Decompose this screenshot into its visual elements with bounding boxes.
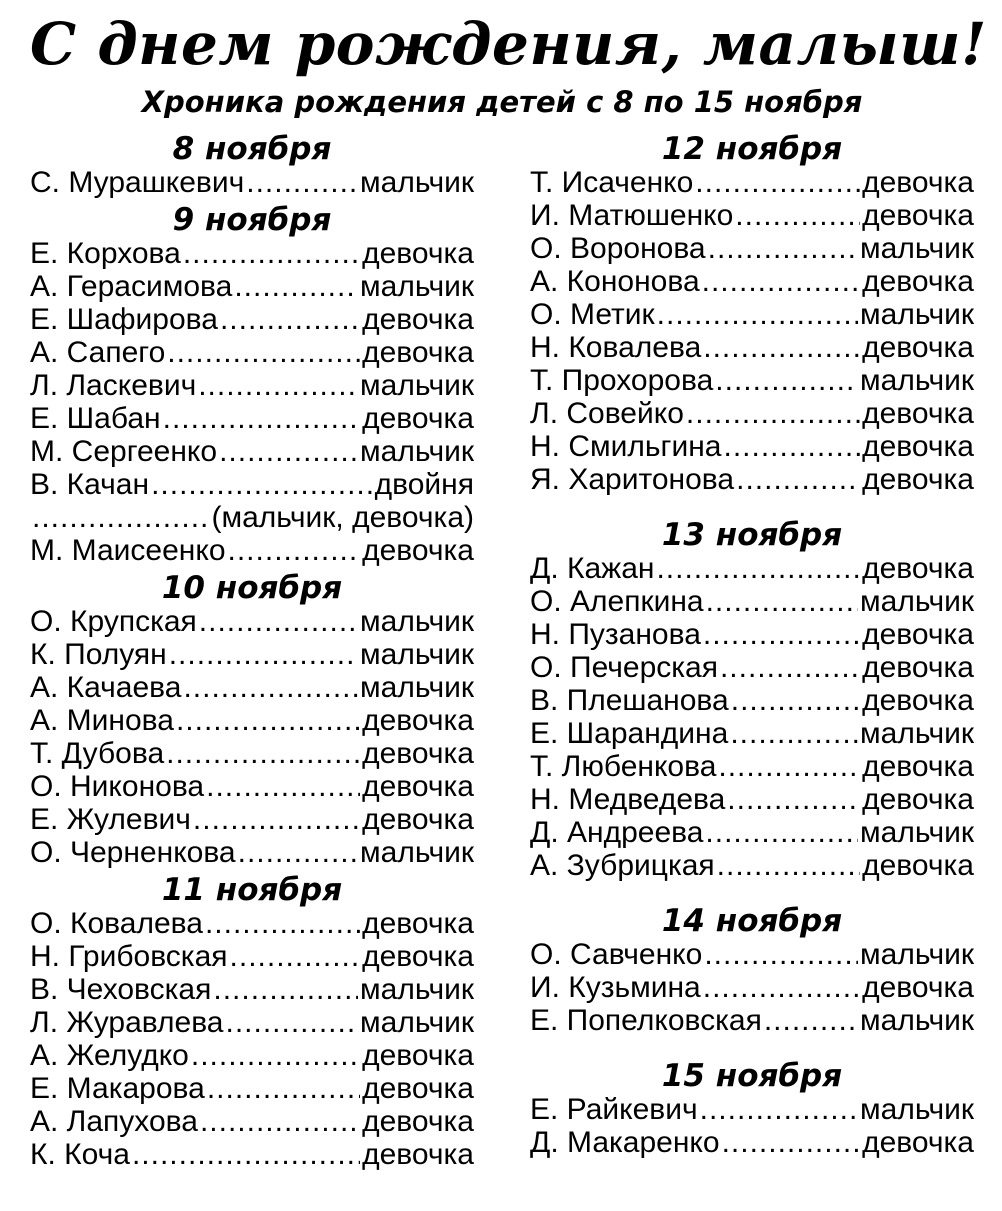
dot-leader <box>686 397 860 430</box>
child-gender: девочка <box>862 265 974 298</box>
dot-leader <box>723 430 860 463</box>
birth-entry <box>530 552 974 585</box>
dot-leader <box>199 605 358 638</box>
child-gender: девочка <box>862 552 974 585</box>
child-gender: девочка <box>362 303 474 336</box>
child-gender: (мальчик, девочка) <box>211 501 474 534</box>
dot-leader <box>193 803 360 836</box>
dot-leader <box>731 684 860 717</box>
dot-leader <box>700 1093 858 1126</box>
birth-entry <box>30 435 474 468</box>
birth-entry <box>30 303 474 336</box>
section-gap <box>530 1037 974 1057</box>
dot-leader <box>735 199 860 232</box>
child-surname: Е. Макарова <box>30 1072 205 1105</box>
dot-leader <box>722 1126 861 1159</box>
child-surname: Е. Райкевич <box>530 1093 698 1126</box>
child-gender: девочка <box>862 750 974 783</box>
child-gender: девочка <box>362 534 474 567</box>
child-surname: Н. Медведева <box>530 783 726 816</box>
dot-leader <box>200 1105 360 1138</box>
child-gender: девочка <box>362 907 474 940</box>
dot-leader <box>708 232 858 265</box>
child-gender: девочка <box>362 803 474 836</box>
birth-list <box>30 166 474 199</box>
birth-entry <box>30 166 474 199</box>
birth-entry <box>530 463 974 496</box>
birth-list <box>30 605 474 869</box>
child-gender: девочка <box>862 684 974 717</box>
child-surname: Т. Любенкова <box>530 750 717 783</box>
dot-leader <box>183 237 360 270</box>
child-gender: мальчик <box>860 816 974 849</box>
child-surname: В. Чеховская <box>30 973 212 1006</box>
child-surname: Я. Харитонова <box>530 463 735 496</box>
day-section <box>30 569 474 869</box>
dot-leader <box>167 336 360 369</box>
birth-list <box>30 237 474 567</box>
left-column <box>30 130 474 1171</box>
child-surname: О. Крупская <box>30 605 197 638</box>
section-gap <box>530 496 974 516</box>
dot-leader <box>206 770 360 803</box>
child-gender: мальчик <box>860 585 974 618</box>
day-heading: 15 ноября <box>661 1058 843 1094</box>
child-gender: девочка <box>362 402 474 435</box>
birth-entry <box>30 1105 474 1138</box>
birth-list <box>30 907 474 1171</box>
child-gender: девочка <box>862 166 974 199</box>
dot-leader <box>220 303 360 336</box>
child-gender: девочка <box>862 849 974 882</box>
dot-leader <box>207 1072 360 1105</box>
birth-entry <box>30 940 474 973</box>
child-gender: мальчик <box>860 1004 974 1037</box>
birth-entry <box>530 397 974 430</box>
child-gender: мальчик <box>360 638 474 671</box>
day-section <box>530 1057 974 1159</box>
dot-leader <box>736 463 860 496</box>
birth-entry <box>30 402 474 435</box>
child-surname: О. Никонова <box>30 770 205 803</box>
child-gender: девочка <box>862 1126 974 1159</box>
day-section <box>30 130 474 199</box>
day-heading: 13 ноября <box>661 517 843 553</box>
child-gender: мальчик <box>860 717 974 750</box>
child-surname: О. Метик <box>530 298 655 331</box>
child-gender: девочка <box>862 651 974 684</box>
dot-leader <box>717 849 860 882</box>
birth-entry <box>30 1072 474 1105</box>
birth-entry <box>530 938 974 971</box>
birth-entry <box>530 1093 974 1126</box>
birth-list <box>530 166 974 496</box>
child-surname: А. Желудко <box>30 1039 189 1072</box>
child-gender: мальчик <box>360 369 474 402</box>
child-gender: девочка <box>362 1039 474 1072</box>
child-gender: двойня <box>374 468 474 501</box>
dot-leader <box>705 816 858 849</box>
dot-leader <box>198 369 358 402</box>
child-surname: О. Черненкова <box>30 836 236 869</box>
birth-list <box>530 938 974 1037</box>
birth-entry <box>530 232 974 265</box>
birth-entry <box>30 534 474 567</box>
child-gender: мальчик <box>360 435 474 468</box>
child-gender: девочка <box>362 1105 474 1138</box>
dot-leader <box>228 534 361 567</box>
birth-entry <box>30 737 474 770</box>
child-surname: Е. Попелковская <box>530 1004 762 1037</box>
right-column <box>530 130 974 1171</box>
birth-entry <box>30 1006 474 1039</box>
day-heading: 14 ноября <box>661 903 843 939</box>
child-gender: мальчик <box>860 1093 974 1126</box>
child-surname: Е. Корхова <box>30 237 181 270</box>
birth-entry <box>530 651 974 684</box>
child-surname: К. Полуян <box>30 638 167 671</box>
child-surname: Т. Исаченко <box>530 166 694 199</box>
child-gender: девочка <box>362 704 474 737</box>
birth-entry <box>530 265 974 298</box>
day-heading: 12 ноября <box>661 131 843 167</box>
child-gender: девочка <box>862 463 974 496</box>
dot-leader <box>764 1004 858 1037</box>
dot-leader <box>246 166 358 199</box>
child-gender: мальчик <box>860 232 974 265</box>
child-surname: Д. Макаренко <box>530 1126 720 1159</box>
dot-leader <box>213 973 358 1006</box>
day-heading: 8 ноября <box>172 131 332 167</box>
birth-entry <box>530 585 974 618</box>
birth-entry <box>30 1138 474 1171</box>
dot-leader <box>720 651 860 684</box>
day-heading: 9 ноября <box>172 202 332 238</box>
child-gender: мальчик <box>360 166 474 199</box>
dot-leader <box>695 166 860 199</box>
birth-entry <box>30 468 474 501</box>
child-gender: мальчик <box>360 671 474 704</box>
dot-leader <box>176 704 360 737</box>
birth-entry <box>530 298 974 331</box>
birth-entry <box>30 973 474 1006</box>
child-gender: девочка <box>362 237 474 270</box>
child-surname: Л. Журавлева <box>30 1006 224 1039</box>
birth-entry <box>530 1126 974 1159</box>
page-title: С днем рождения, малыш! <box>30 10 987 78</box>
child-gender: девочка <box>862 331 974 364</box>
child-surname: А. Лапухова <box>30 1105 198 1138</box>
dot-leader <box>730 717 858 750</box>
child-surname: Д. Кажан <box>530 552 655 585</box>
birth-entry <box>30 907 474 940</box>
child-surname: А. Зубрицкая <box>530 849 715 882</box>
dot-leader <box>718 750 860 783</box>
columns <box>30 130 974 1171</box>
child-surname: Е. Шафирова <box>30 303 218 336</box>
birth-list <box>530 1093 974 1159</box>
dot-leader <box>219 435 358 468</box>
birth-entry <box>530 199 974 232</box>
dot-leader <box>704 938 858 971</box>
page-subtitle: Хроника рождения детей с 8 по 15 ноября <box>141 85 863 119</box>
child-surname: К. Коча <box>30 1138 130 1171</box>
child-gender: мальчик <box>860 298 974 331</box>
child-gender: мальчик <box>360 270 474 303</box>
child-surname: В. Качан <box>30 468 150 501</box>
child-gender: девочка <box>362 737 474 770</box>
birth-entry <box>530 166 974 199</box>
child-surname: А. Минова <box>30 704 174 737</box>
day-section <box>530 902 974 1037</box>
child-surname: С. Мурашкевич <box>30 166 245 199</box>
child-surname: Л. Ласкевич <box>30 369 197 402</box>
child-surname: Е. Жулевич <box>30 803 191 836</box>
child-gender: девочка <box>362 1138 474 1171</box>
child-surname: А. Качаева <box>30 671 182 704</box>
child-gender: мальчик <box>860 364 974 397</box>
birth-entry <box>30 1039 474 1072</box>
dot-leader <box>169 638 358 671</box>
birth-entry <box>530 816 974 849</box>
day-section <box>30 201 474 567</box>
child-surname: И. Кузьмина <box>530 971 701 1004</box>
birth-entry <box>30 336 474 369</box>
child-surname: А. Кононова <box>530 265 700 298</box>
child-surname: Е. Шабан <box>30 402 161 435</box>
birth-entry <box>30 704 474 737</box>
child-gender: мальчик <box>860 938 974 971</box>
dot-leader <box>225 1006 358 1039</box>
child-surname: Н. Смильгина <box>530 430 722 463</box>
child-surname: Е. Шарандина <box>530 717 729 750</box>
birth-entry <box>30 369 474 402</box>
day-heading: 10 ноября <box>161 570 343 606</box>
child-surname: В. Плешанова <box>530 684 729 717</box>
birth-entry <box>30 770 474 803</box>
child-surname: О. Алепкина <box>530 585 704 618</box>
dot-leader <box>715 364 858 397</box>
birth-entry <box>30 671 474 704</box>
dot-leader <box>151 468 373 501</box>
child-surname: О. Воронова <box>530 232 706 265</box>
child-surname: Л. Совейко <box>530 397 684 430</box>
child-gender: девочка <box>862 618 974 651</box>
birth-entry <box>530 331 974 364</box>
birth-entry <box>30 803 474 836</box>
dot-leader <box>656 552 860 585</box>
child-gender: девочка <box>362 940 474 973</box>
birth-entry <box>530 783 974 816</box>
birth-entry <box>530 1004 974 1037</box>
dot-leader <box>132 1138 360 1171</box>
child-gender: мальчик <box>360 973 474 1006</box>
child-gender: девочка <box>362 336 474 369</box>
dot-leader <box>703 331 860 364</box>
child-surname: Н. Грибовская <box>30 940 228 973</box>
birth-entry <box>530 430 974 463</box>
birth-entry <box>30 237 474 270</box>
child-gender: мальчик <box>360 836 474 869</box>
child-surname: Н. Пузанова <box>530 618 701 651</box>
day-section <box>30 871 474 1171</box>
child-gender: девочка <box>862 783 974 816</box>
dot-leader <box>702 265 860 298</box>
dot-leader <box>32 501 209 534</box>
dot-leader <box>706 585 858 618</box>
child-surname: Т. Дубова <box>30 737 165 770</box>
birth-entry <box>30 605 474 638</box>
child-gender: девочка <box>862 199 974 232</box>
child-surname: М. Сергеенко <box>30 435 218 468</box>
child-surname: И. Матюшенко <box>530 199 734 232</box>
child-surname: А. Герасимова <box>30 270 233 303</box>
dot-leader <box>234 270 358 303</box>
child-gender: мальчик <box>360 1006 474 1039</box>
birth-entry <box>30 638 474 671</box>
child-surname: О. Печерская <box>530 651 718 684</box>
child-gender: девочка <box>362 770 474 803</box>
child-surname: Д. Андреева <box>530 816 704 849</box>
child-gender: девочка <box>862 397 974 430</box>
dot-leader <box>163 402 360 435</box>
birth-entry <box>30 270 474 303</box>
child-surname: М. Маисеенко <box>30 534 226 567</box>
birth-entry <box>530 364 974 397</box>
child-surname: О. Ковалева <box>30 907 203 940</box>
day-heading: 11 ноября <box>161 872 343 908</box>
dot-leader <box>166 737 360 770</box>
section-gap <box>530 882 974 902</box>
child-surname: А. Сапего <box>30 336 166 369</box>
birth-list <box>530 552 974 882</box>
child-gender: девочка <box>862 971 974 1004</box>
dot-leader <box>205 907 360 940</box>
child-surname: Т. Прохорова <box>530 364 714 397</box>
birth-entry <box>530 971 974 1004</box>
birth-entry <box>530 849 974 882</box>
birth-entry <box>530 717 974 750</box>
dot-leader <box>191 1039 360 1072</box>
day-section <box>530 130 974 496</box>
dot-leader <box>727 783 860 816</box>
birth-entry <box>530 618 974 651</box>
child-gender: девочка <box>362 1072 474 1105</box>
child-surname: Н. Ковалева <box>530 331 702 364</box>
dot-leader <box>657 298 858 331</box>
dot-leader <box>238 836 358 869</box>
birth-entry <box>30 836 474 869</box>
birth-entry <box>530 684 974 717</box>
dot-leader <box>703 618 860 651</box>
birth-entry <box>530 750 974 783</box>
dot-leader <box>703 971 860 1004</box>
child-gender: девочка <box>862 430 974 463</box>
day-section <box>530 516 974 882</box>
dot-leader <box>183 671 358 704</box>
birth-entry <box>30 501 474 534</box>
child-surname: О. Савченко <box>530 938 703 971</box>
dot-leader <box>230 940 361 973</box>
child-gender: мальчик <box>360 605 474 638</box>
